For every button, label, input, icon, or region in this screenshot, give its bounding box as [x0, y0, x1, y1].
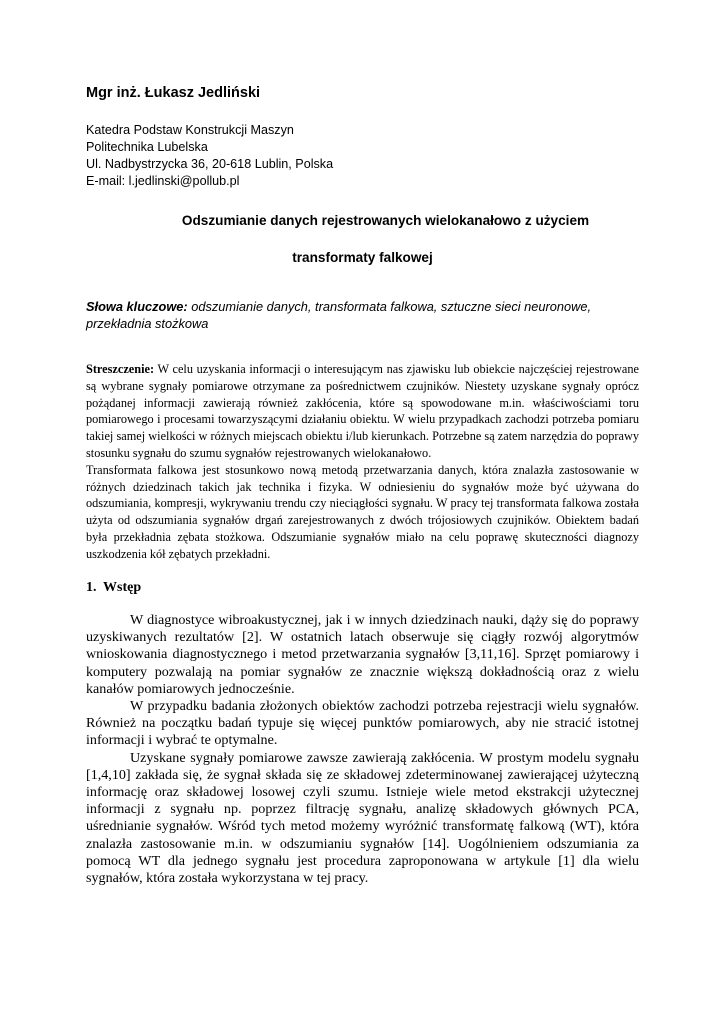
- affiliation-address: Ul. Nadbystrzycka 36, 20-618 Lublin, Polska: [86, 157, 334, 171]
- abstract-paragraph-2: Transformata falkowa jest stosunkowo nową metodą przetwarzania danych, która znalazła zastosowanie w różnych dziedzinach takich jak technika i fizyka. W odniesieniu do sygnałów może być używana do odszumiania, kompresji, wykrywaniu trendu czy nieciągłości sygnału. W pracy tej transformata falkowa została użyta od odszumiania sygnałów drgań zarejestrowanych z dwóch trójosiowych czujników. Obiektem badań była przekładnia zębata stożkowa. Odszumianie sygnałów miało na celu poprawę skuteczności diagnozy uszkodzenia kół zębatych przekładni.: [86, 462, 639, 561]
- paper-title-line-2: [0, 250, 725, 265]
- affiliation-university: Politechnika Lubelska: [86, 140, 208, 154]
- abstract-paragraph-1-text: W celu uzyskania informacji o interesującym nas zjawisku lub obiekcie najczęściej rejestrowane są wybrane sygnały pomiarowe otrzymane za pośrednictwem czujników. Niestety uzyskane sygnały oprócz pożądanej informacji zawierają również zakłócenia, które są spowodowane m.in. właściwościami toru pomiarowego i procesami towarzyszącymi działaniu obiektu. W wielu przypadkach zachodzi potrzeba pomiaru takiej samej wielkości w różnych miejscach obiektu i/lub kierunkach. Potrzebne są zatem narzędzia do poprawy stosunku sygnału do szumu sygnałów rejestrowanych wielokanałowo.: [86, 362, 639, 460]
- paper-title-line-1-text: Odszumianie danych rejestrowanych wielokanałowo z użyciem: [181, 213, 590, 228]
- affiliation-block: [86, 122, 333, 190]
- keywords: [86, 298, 646, 332]
- keywords-label: Słowa kluczowe:: [86, 299, 188, 314]
- affiliation-department: Katedra Podstaw Konstrukcji Maszyn: [86, 123, 294, 137]
- section-number: 1.: [86, 580, 97, 595]
- body-paragraph-1: W diagnostyce wibroakustycznej, jak i w innych dziedzinach nauki, dąży się do poprawy uzyskiwanych rezultatów [2]. W ostatnich latach obserwuje się ciągły rozwój algorytmów wnioskowania diagnostycznego i metod przetwarzania sygnałów [3,11,16]. Sprzęt pomiarowy i komputery pozwalają na pomiar sygnałów ze znacznie większą dokładnością oraz z wielu kanałów pomiarowych jednocześnie.: [86, 612, 639, 697]
- paper-title-line-2-text: transformaty falkowej: [292, 250, 433, 265]
- paper-title-line-1: [0, 213, 725, 228]
- body-paragraph-2: W przypadku badania złożonych obiektów zachodzi potrzeba rejestracji wielu sygnałów. Również na początku badań typuje się więcej punktów pomiarowych, aby nie stracić istotnej informacji i wybrać te optymalne.: [86, 698, 639, 749]
- affiliation-email: E-mail: l.jedlinski@pollub.pl: [86, 174, 240, 188]
- abstract: [86, 361, 639, 563]
- author-name: Mgr inż. Łukasz Jedliński: [86, 85, 261, 101]
- keywords-text: odszumianie danych, transformata falkowa, sztuczne sieci neuronowe, przekładnia stożkowa: [86, 299, 592, 331]
- section-heading: [86, 580, 141, 596]
- abstract-paragraph-1: [86, 361, 639, 462]
- abstract-label: Streszczenie:: [86, 362, 155, 376]
- body-paragraph-3: Uzyskane sygnały pomiarowe zawsze zawierają zakłócenia. W prostym modelu sygnału [1,4,10] zakłada się, że sygnał składa się ze składowej zdeterminowanej zawierającej użyteczną informację oraz składowej losowej czyli szumu. Istnieje wiele metod ekstrakcji użytecznej informacji z sygnału np. poprzez filtrację sygnału, analizę składowych głównych PCA, uśrednianie sygnałów. Wśród tych metod możemy wyróżnić transformatę falkową (WT), która znalazła zastosowanie m.in. w odszumianiu sygnałów [14]. Uogólnieniem odszumiania za pomocą WT dla jednego sygnału jest procedura zaproponowana w artykule [1] dla wielu sygnałów, która została wykorzystana w tej pracy.: [86, 749, 639, 887]
- section-title: Wstęp: [103, 580, 142, 595]
- section-body: [86, 612, 639, 887]
